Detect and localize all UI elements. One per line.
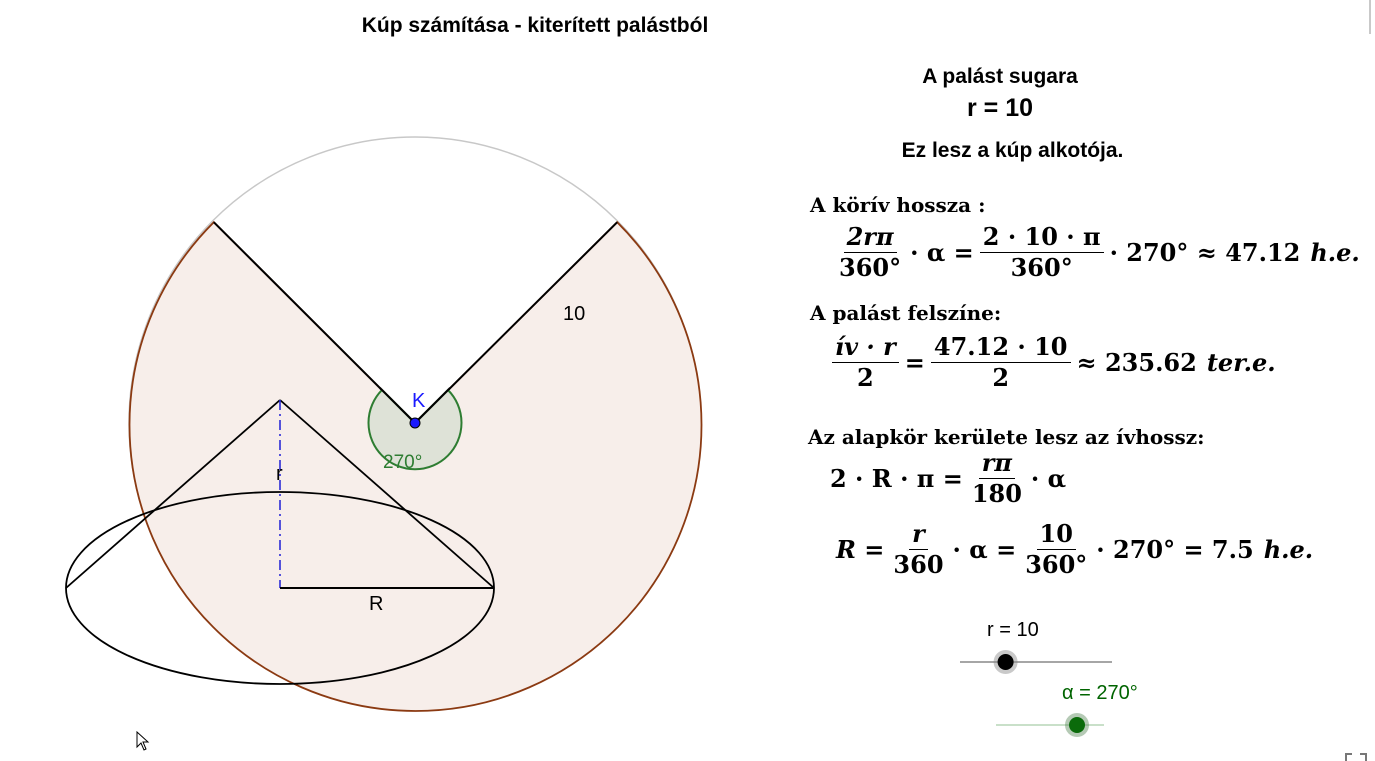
slider-alpha-handle[interactable]: [1069, 717, 1085, 733]
area-rhs-num: 47.12 · 10: [931, 334, 1071, 363]
R-den1: 360: [893, 549, 944, 579]
area-eq: =: [904, 347, 925, 377]
perimeter-fraction: [969, 447, 1025, 508]
r-value-display: r = 10: [966, 94, 1034, 122]
arc-length-formula: [830, 218, 1360, 286]
radius-label: 10: [563, 303, 586, 325]
R-den2: 360°: [1025, 549, 1088, 579]
area-tail: ≈ 235.62: [1076, 347, 1197, 377]
R-unit: h.e.: [1263, 534, 1314, 564]
slider-alpha-label: α = 270°: [1062, 682, 1138, 704]
area-lhs-fraction: [832, 331, 899, 392]
slider-r[interactable]: [958, 648, 1114, 676]
perimeter-tail: · α: [1030, 463, 1067, 493]
koriv-heading: A körív hossza :: [810, 193, 986, 217]
area-formula: [826, 328, 1276, 396]
slider-alpha[interactable]: [994, 711, 1106, 739]
page-title: Kúp számítása - kiterített palástból: [361, 14, 709, 37]
perimeter-num: rπ: [979, 450, 1015, 479]
arc-lhs-den: 360°: [839, 252, 902, 282]
alkoto-note: Ez lesz a kúp alkotója.: [901, 139, 1124, 162]
area-lhs-num: ív · r: [832, 334, 899, 363]
R-num1: r: [909, 521, 928, 550]
height-label: r: [276, 463, 283, 485]
arc-tail: · 270° ≈ 47.12: [1109, 237, 1301, 267]
felszin-heading: A palást felszíne:: [810, 301, 1002, 325]
R-fraction-1: [890, 518, 946, 579]
fullscreen-icon[interactable]: [1344, 752, 1368, 761]
mouse-cursor-icon: [136, 731, 150, 751]
scrollbar[interactable]: [1369, 0, 1371, 34]
arc-mid: · α =: [910, 237, 974, 267]
perimeter-den: 180: [971, 478, 1022, 508]
arc-unit: h.e.: [1310, 237, 1360, 267]
area-rhs-fraction: [931, 331, 1071, 392]
base-radius-label: R: [369, 593, 384, 615]
arc-lhs-fraction: [836, 221, 904, 282]
center-point-k: [410, 418, 420, 428]
perimeter-formula: [830, 444, 1066, 512]
perimeter-lhs: 2 · R · π =: [830, 463, 963, 493]
area-unit: ter.e.: [1206, 347, 1276, 377]
R-tail: · 270° = 7.5: [1096, 534, 1254, 564]
arc-lhs-num: 2rπ: [844, 224, 897, 253]
R-fraction-2: [1022, 518, 1090, 579]
arc-rhs-den: 360°: [1010, 252, 1073, 282]
R-mid: · α =: [952, 534, 1017, 564]
angle-label: 270°: [383, 452, 423, 473]
R-lhs: R =: [836, 534, 885, 564]
arc-rhs-fraction: [980, 221, 1104, 282]
area-lhs-den: 2: [857, 362, 874, 392]
center-label: K: [412, 390, 426, 412]
palast-heading: A palást sugara: [922, 65, 1078, 88]
area-rhs-den: 2: [992, 362, 1010, 392]
base-radius-formula: [836, 515, 1313, 583]
arc-rhs-num: 2 · 10 · π: [980, 224, 1104, 253]
slider-r-label: r = 10: [987, 619, 1039, 641]
alapkor-heading: Az alapkör kerülete lesz az ívhossz:: [808, 425, 1205, 449]
R-num2: 10: [1037, 521, 1076, 550]
slider-r-handle[interactable]: [998, 654, 1014, 670]
